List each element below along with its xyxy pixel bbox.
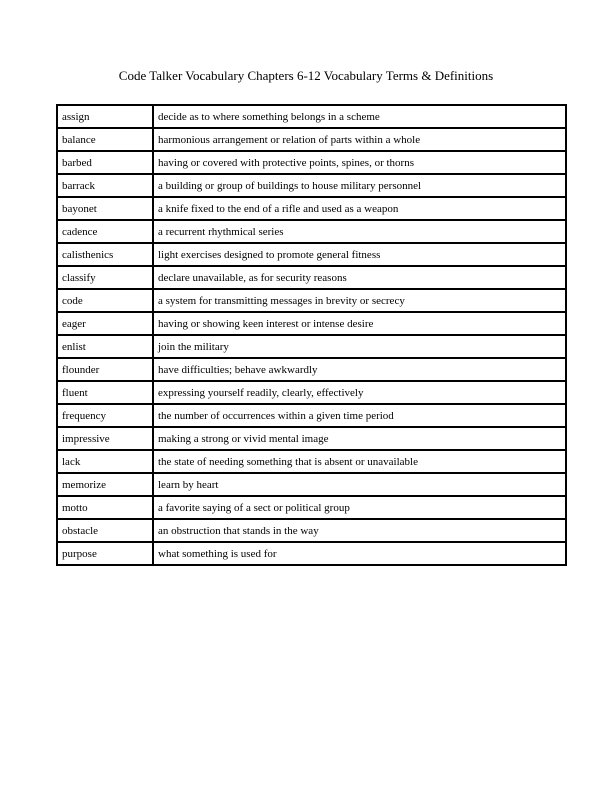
table-row [57,542,566,565]
term-cell: calisthenics [57,243,153,266]
term-cell: flounder [57,358,153,381]
table-row [57,404,566,427]
term-cell: balance [57,128,153,151]
definition-cell: the state of needing something that is absent or unavailable [153,450,566,473]
table-row [57,220,566,243]
definition-cell: a favorite saying of a sect or political group [153,496,566,519]
term-cell: enlist [57,335,153,358]
definition-cell: an obstruction that stands in the way [153,519,566,542]
table-row [57,312,566,335]
definition-cell: having or showing keen interest or intense desire [153,312,566,335]
definition-cell: a recurrent rhythmical series [153,220,566,243]
table-row [57,335,566,358]
table-row [57,427,566,450]
table-row [57,197,566,220]
table-row [57,473,566,496]
term-cell: barrack [57,174,153,197]
table-row [57,151,566,174]
term-cell: motto [57,496,153,519]
table-row [57,266,566,289]
definition-cell: a knife fixed to the end of a rifle and used as a weapon [153,197,566,220]
term-cell: impressive [57,427,153,450]
definition-cell: expressing yourself readily, clearly, effectively [153,381,566,404]
definition-cell: having or covered with protective points, spines, or thorns [153,151,566,174]
term-cell: lack [57,450,153,473]
term-cell: assign [57,105,153,128]
definition-cell: declare unavailable, as for security reasons [153,266,566,289]
term-cell: barbed [57,151,153,174]
definition-cell: decide as to where something belongs in a scheme [153,105,566,128]
term-cell: classify [57,266,153,289]
table-row [57,358,566,381]
term-cell: purpose [57,542,153,565]
table-row [57,105,566,128]
table-row [57,243,566,266]
term-cell: cadence [57,220,153,243]
vocabulary-table [56,104,567,566]
table-row [57,381,566,404]
definition-cell: join the military [153,335,566,358]
definition-cell: learn by heart [153,473,566,496]
table-row [57,519,566,542]
vocabulary-table-body [57,105,566,565]
definition-cell: the number of occurrences within a given time period [153,404,566,427]
table-row [57,128,566,151]
definition-cell: light exercises designed to promote general fitness [153,243,566,266]
term-cell: eager [57,312,153,335]
page-title: Code Talker Vocabulary Chapters 6-12 Vocabulary Terms & Definitions [118,68,494,83]
table-row [57,450,566,473]
definition-cell: a building or group of buildings to house military personnel [153,174,566,197]
table-row [57,289,566,312]
definition-cell: have difficulties; behave awkwardly [153,358,566,381]
definition-cell: a system for transmitting messages in brevity or secrecy [153,289,566,312]
term-cell: fluent [57,381,153,404]
definition-cell: what something is used for [153,542,566,565]
term-cell: memorize [57,473,153,496]
term-cell: obstacle [57,519,153,542]
term-cell: bayonet [57,197,153,220]
term-cell: code [57,289,153,312]
term-cell: frequency [57,404,153,427]
definition-cell: making a strong or vivid mental image [153,427,566,450]
table-row [57,174,566,197]
table-row [57,496,566,519]
definition-cell: harmonious arrangement or relation of parts within a whole [153,128,566,151]
